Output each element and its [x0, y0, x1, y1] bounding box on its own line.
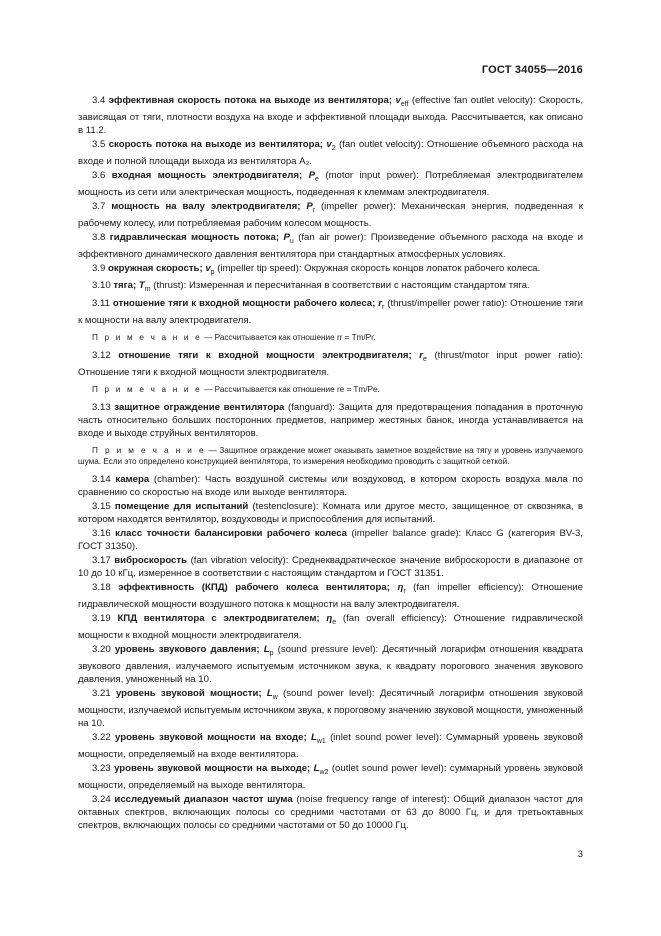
term-symbol-subscript: w1 — [316, 737, 326, 745]
term-name: уровень звукового давления; — [114, 643, 260, 655]
term-symbol-subscript: r — [312, 206, 316, 214]
term-name: класс точности балансировки рабочего колеса — [115, 528, 347, 540]
term-symbol: L — [263, 643, 270, 655]
term-description: (testenclosure): Комната или другое место, защищенное от сквозняка, в котором находятся вентилятор, воздуховоды и приспособления для испытаний. — [78, 501, 583, 526]
term-number: 3.15 — [92, 501, 111, 513]
term-description: (fan outlet velocity): Отношение объемного расхода на входе и полной площади выхода из вентилятора A₂. — [78, 138, 583, 167]
term-description: (thrust/impeller power ratio): Отношение тяги к мощности на валу электродвигателя. — [78, 298, 583, 327]
term-number: 3.12 — [92, 350, 111, 362]
term-symbol: v — [205, 262, 211, 274]
term-name: защитное ограждение вентилятора — [114, 402, 285, 414]
term-symbol-subscript: w — [272, 693, 278, 701]
term-number: 3.16 — [92, 528, 111, 540]
term-description: (sound pressure level): Десятичный логарифм отношения квадрата звукового давления, излучаемого испытуемым источником звука, к квадрату порогового значения звукового давления, умноженный на 10. — [78, 643, 583, 685]
term-name: эффективность (КПД) рабочего колеса вентилятора; — [118, 582, 390, 594]
term-description: (impeller tip speed): Окружная скорость концов лопаток рабочего колеса. — [214, 262, 541, 274]
term-name: скорость потока на выходе из вентилятора; — [108, 138, 323, 150]
note-text: — Защитное ограждение может оказывать заметное воздействие на тягу и уровень излучаемого шума. Если это определено конструкцией вентилятора, то измерения необходимо проводить с защитной сеткой. — [78, 446, 583, 467]
term-name: уровень звуковой мощности; — [115, 687, 262, 699]
term-symbol-subscript: p — [269, 649, 274, 657]
term-number: 3.6 — [92, 169, 106, 181]
term-symbol-subscript: e — [423, 356, 427, 364]
term-description: (fan overall efficiency): Отношение гидравлической мощности к входной мощности электродвигателя. — [78, 613, 584, 641]
note-paragraph — [78, 332, 583, 343]
term-description: (motor input power): Потребляемая электродвигателем мощность из сети или электрическая мощность, подведенная к клеммам электродвигателя. — [78, 169, 583, 198]
term-name: входная мощность электродвигателя; — [111, 169, 303, 181]
term-definition — [78, 473, 583, 499]
term-symbol-subscript: m — [144, 286, 151, 294]
term-name: тяга; — [113, 280, 137, 292]
term-definition — [78, 731, 583, 761]
term-name: уровень звуковой мощности на входе; — [115, 731, 307, 743]
document-title: ГОСТ 34055—2016 — [481, 64, 583, 76]
term-name: камера — [115, 474, 150, 486]
term-number: 3.10 — [92, 280, 111, 292]
term-number: 3.7 — [92, 200, 106, 212]
term-description: (chamber): Часть воздушной системы или воздуховод, в котором скорость воздуха мала по сравнению со скоростью на входе или выходе вентилятора. — [78, 474, 583, 499]
term-symbol: P — [306, 200, 313, 212]
page-number: 3 — [577, 849, 583, 860]
term-definition — [78, 262, 583, 279]
term-description: (impeller power): Механическая энергия, подведенная к рабочему колесу, или потребляемая рабочим колесом мощность. — [78, 200, 583, 229]
term-symbol: P — [283, 231, 290, 243]
term-number: 3.14 — [92, 474, 111, 486]
term-definition — [78, 297, 583, 327]
term-definition — [78, 643, 583, 686]
term-symbol: r — [419, 350, 424, 362]
term-description: (sound power level): Десятичный логарифм отношения звуковой мощности, излучаемой испытуемым источником звука, к пороговому значению звуковой мощности, умноженный на 10. — [78, 687, 583, 729]
term-definition — [78, 279, 583, 296]
term-description: (impeller balance grade): Класс G (категория BV-3, ГОСТ 31350). — [78, 528, 583, 553]
term-definition — [78, 687, 583, 730]
term-symbol-subscript: p — [210, 268, 215, 276]
term-number: 3.4 — [92, 95, 106, 106]
term-symbol-subscript: e — [332, 618, 337, 626]
document-body — [78, 94, 583, 833]
term-name: отношение тяги к входной мощности электродвигателя; — [118, 350, 412, 362]
term-description: (fan air power): Произведение объемного расхода на входе и эффективного динамического давления вентилятора при стандартных атмосферных условиях. — [78, 231, 583, 260]
term-description: (noise frequency range of interest): Общий диапазон частот для октавных спектров, включающих полосы со средними частотами от 63 до 8000 Гц, и для третьоктавных спектров, включающих полосы со средними частотами от 50 до 10000 Гц. — [78, 793, 583, 831]
term-description: (fan vibration velocity): Среднеквадратическое значение виброскорости в диапазоне от 10 до 10 кГц, измеренное в соответствии с настоящим стандартом и ГОСТ 31351. — [78, 555, 583, 580]
term-symbol: L — [310, 731, 317, 743]
term-symbol: v — [395, 95, 401, 106]
term-definition — [78, 581, 583, 611]
term-description: (fanguard): Защита для предотвращения попадания в проточную часть относительно больших посторонних предметов, например жестяных банок, иногда устанавливается на входе и выходе струйных вентиляторов. — [78, 402, 583, 440]
term-number: 3.17 — [92, 555, 111, 567]
term-name: отношение тяги к входной мощности рабочего колеса; — [112, 298, 376, 310]
term-symbol: v — [326, 138, 332, 150]
term-symbol: T — [138, 280, 145, 292]
note-paragraph — [78, 384, 583, 395]
note-label: П р и м е ч а н и е — [92, 385, 202, 395]
term-definition — [78, 793, 583, 832]
term-definition — [78, 401, 583, 440]
term-definition — [78, 554, 583, 580]
term-name: окружная скорость; — [108, 262, 203, 274]
term-symbol: L — [313, 762, 320, 774]
note-paragraph — [78, 445, 583, 467]
term-number: 3.9 — [92, 262, 106, 274]
note-text: — Рассчитывается как отношение rr = Tm/Pr. — [201, 333, 376, 343]
term-name: помещение для испытаний — [114, 501, 249, 513]
term-number: 3.18 — [92, 582, 111, 594]
term-number: 3.19 — [92, 613, 111, 625]
term-symbol: η — [397, 582, 404, 594]
term-definition — [78, 231, 583, 261]
term-description: (thrust/motor input power ratio): Отношение тяги к входной мощности электродвигателя. — [78, 350, 583, 379]
term-definition — [78, 527, 583, 553]
term-definition — [78, 349, 583, 379]
term-symbol-subscript: eff — [400, 100, 409, 108]
term-symbol-subscript: 2 — [331, 144, 336, 152]
term-number: 3.22 — [92, 731, 111, 743]
term-symbol-subscript: u — [289, 237, 294, 245]
term-symbol-subscript: r — [403, 588, 406, 596]
term-symbol: P — [308, 169, 316, 181]
term-name: эффективная скорость потока на выходе из вентилятора; — [108, 95, 393, 106]
term-symbol-subscript: r — [381, 304, 385, 312]
term-symbol-subscript: w2 — [319, 768, 329, 776]
term-symbol: L — [266, 687, 273, 699]
term-description: (effective fan outlet velocity): Скорость, зависящая от тяги, плотности воздуха на входе и эффективной площади выхода. Рассчитывается, как описано в 11.2. — [78, 95, 583, 136]
term-number: 3.23 — [92, 762, 111, 774]
term-number: 3.13 — [92, 402, 111, 414]
term-definition — [78, 169, 583, 199]
term-name: уровень звуковой мощности на выходе; — [114, 762, 311, 774]
term-number: 3.20 — [92, 643, 111, 655]
note-text: — Рассчитывается как отношение re = Tm/Pe. — [201, 385, 380, 395]
term-name: гидравлическая мощность потока; — [109, 231, 280, 243]
note-label: П р и м е ч а н и е — [92, 446, 206, 456]
term-description: (thrust): Измеренная и пересчитанная в соответствии с настоящим стандартом тяга. — [150, 280, 530, 292]
term-name: исследуемый диапазон частот шума — [114, 793, 293, 805]
term-symbol: η — [326, 613, 333, 625]
term-definition — [78, 94, 583, 137]
term-number: 3.24 — [92, 793, 111, 805]
term-number: 3.5 — [92, 138, 106, 150]
term-definition — [78, 200, 583, 230]
term-description: (inlet sound power level): Суммарный уровень звуковой мощности, определяемый на входе вентилятора. — [78, 731, 583, 760]
term-number: 3.21 — [92, 687, 111, 699]
term-definition — [78, 500, 583, 526]
term-name: мощность на валу электродвигателя; — [111, 200, 301, 212]
term-symbol-subscript: e — [315, 175, 319, 183]
term-definition — [78, 762, 583, 792]
term-description: (outlet sound power level): суммарный уровень звуковой мощности, определяемый на выходе вентилятора. — [78, 762, 583, 791]
term-description: (fan impeller efficiency): Отношение гидравлической мощности воздушного потока к мощности на валу электродвигателя. — [78, 582, 583, 611]
term-name: КПД вентилятора с электродвигателем; — [117, 613, 320, 625]
term-symbol: r — [378, 298, 382, 310]
term-number: 3.11 — [92, 298, 110, 310]
term-definition — [78, 612, 583, 642]
term-number: 3.8 — [92, 231, 106, 243]
term-definition — [78, 138, 583, 168]
term-name: виброскорость — [114, 555, 187, 567]
note-label: П р и м е ч а н и е — [92, 333, 202, 343]
